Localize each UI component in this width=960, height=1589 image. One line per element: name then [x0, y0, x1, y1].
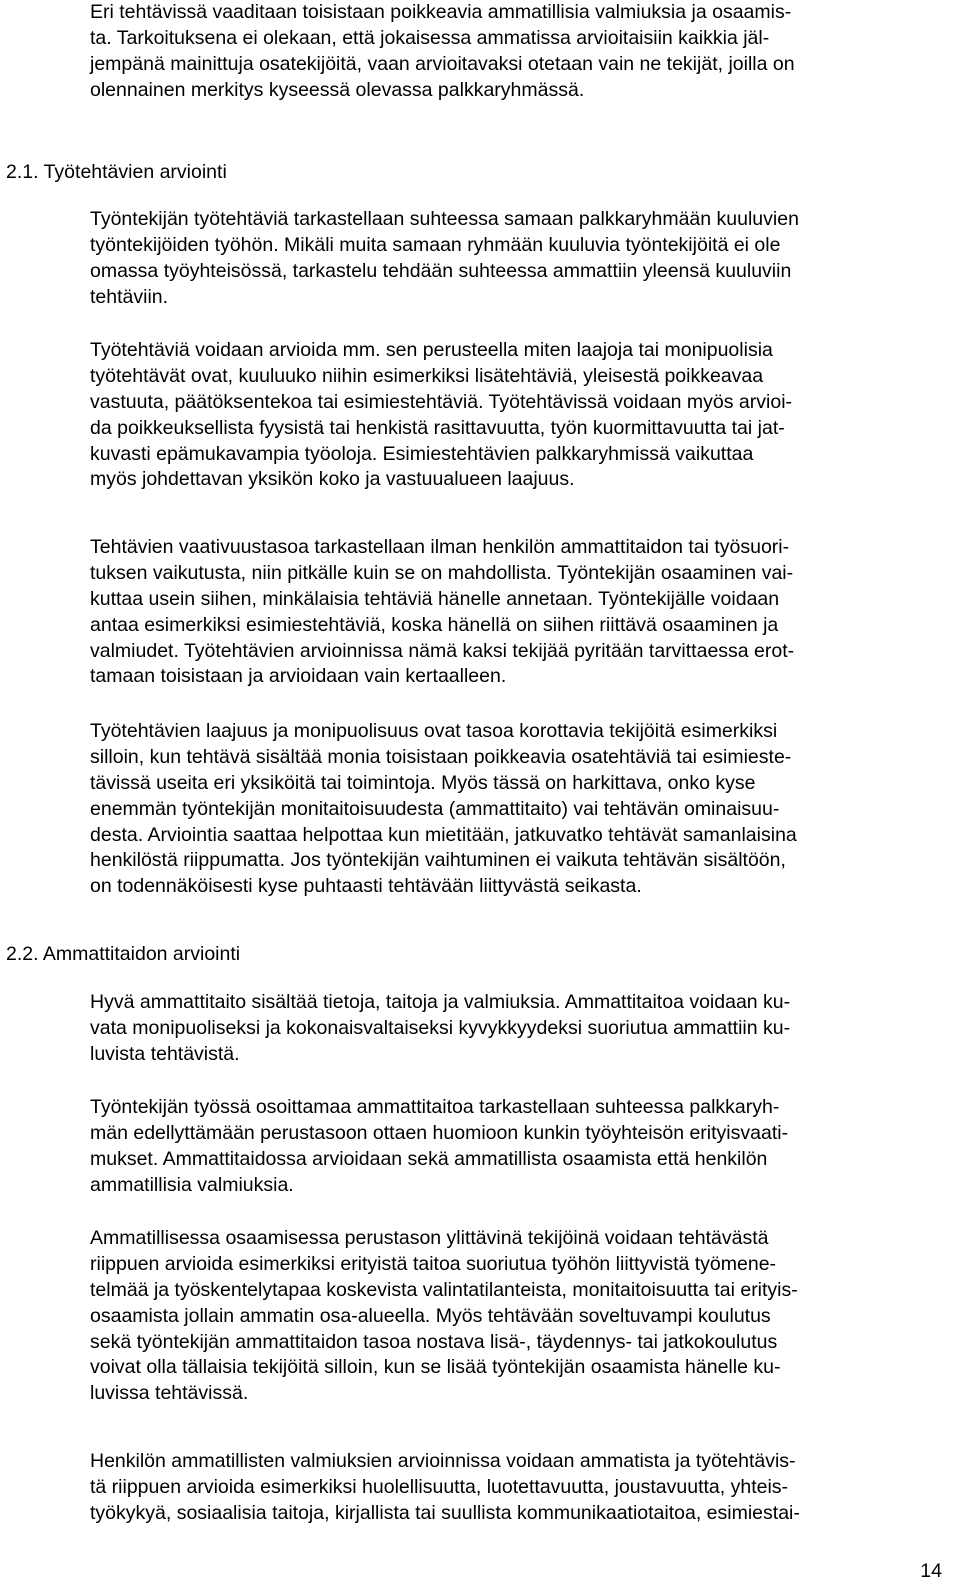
- paragraph-intro: [90, 0, 940, 104]
- text-line: ammatillisia valmiuksia.: [90, 1173, 294, 1196]
- text-line: työkykyä, sosiaalisia taitoja, kirjallista tai suullista kommunikaatiotaitoa, esimiestai-: [90, 1501, 800, 1524]
- paragraph-2-1-4: [90, 719, 940, 900]
- section-heading-2-2: 2.2. Ammattitaidon arviointi: [6, 943, 241, 965]
- text-line: Työntekijän työssä osoittamaa ammattitaitoa tarkastellaan suhteessa palkkaryh-: [90, 1096, 780, 1118]
- section-heading-2-1: 2.1. Työtehtävien arviointi: [6, 161, 227, 183]
- paragraph-2-2-1: [90, 990, 940, 1068]
- text-line: luvissa tehtävissä.: [90, 1382, 249, 1405]
- paragraph-2-2-3: [90, 1226, 940, 1407]
- text-line: valmiudet. Työtehtävien arvioinnissa nämä kaksi tekijää pyritään tarvittaessa erot-: [90, 639, 795, 662]
- text-line: tuksen vaikutusta, niin pitkälle kuin se on mahdollista. Työntekijän osaaminen vai-: [90, 561, 794, 584]
- text-line: olennainen merkitys kyseessä olevassa palkkaryhmässä.: [90, 78, 585, 101]
- text-line: Henkilön ammatillisten valmiuksien arvioinnissa voidaan ammatista ja työtehtävis-: [90, 1450, 796, 1472]
- text-line: kuttaa usein siihen, minkälaisia tehtäviä hänelle annetaan. Työntekijälle voidaan: [90, 587, 780, 610]
- text-line: kuvasti epämukavampia työoloja. Esimiestehtävien palkkaryhmissä vaikuttaa: [90, 442, 754, 465]
- text-line: vata monipuoliseksi ja kokonaisvaltaiseksi kyvykkyydeksi suoriutua ammattiin ku-: [90, 1016, 791, 1039]
- text-line: silloin, kun tehtävä sisältää monia toisistaan poikkeavia osatehtäviä tai esimieste-: [90, 745, 792, 768]
- page-number: 14: [920, 1560, 942, 1582]
- text-line: Hyvä ammattitaito sisältää tietoja, taitoja ja valmiuksia. Ammattitaitoa voidaan ku-: [90, 991, 791, 1013]
- text-line: Tehtävien vaativuustasoa tarkastellaan ilman henkilön ammattitaidon tai työsuori-: [90, 536, 790, 558]
- text-line: työtehtävät ovat, kuuluuko niihin esimerkiksi lisätehtäviä, yleisestä poikkeavaa: [90, 364, 764, 387]
- text-line: omassa työyhteisössä, tarkastelu tehdään suhteessa ammattiin yleensä kuuluviin: [90, 259, 792, 282]
- text-line: henkilöstä riippumatta. Jos työntekijän vaihtuminen ei vaikuta tehtävän sisältöön,: [90, 849, 786, 872]
- text-line: telmää ja työskentelytapaa koskevista valintatilanteista, monitaitoisuutta tai erityis-: [90, 1278, 798, 1301]
- paragraph-2-1-1: [90, 207, 940, 311]
- text-line: on todennäköisesti kyse puhtaasti tehtävään liittyvästä seikasta.: [90, 875, 642, 898]
- text-line: ta. Tarkoituksena ei olekaan, että jokaisessa ammatissa arvioitaisiin kaikkia jäl-: [90, 26, 770, 49]
- text-line: män edellyttämään perustasoon ottaen huomioon kunkin työyhteisön erityisvaati-: [90, 1121, 789, 1144]
- text-line: tävissä useita eri yksiköitä tai toimintoja. Myös tässä on harkittava, onko kyse: [90, 771, 756, 794]
- text-line: voivat olla tällaisia tekijöitä silloin, kun se lisää työntekijän osaamista hänelle ku-: [90, 1356, 781, 1379]
- text-line: antaa esimerkiksi esimiestehtäviä, koska hänellä on siihen riittävä osaaminen ja: [90, 613, 779, 636]
- text-line: riippuen arvioida esimerkiksi erityistä taitoa suoriutua työhön liittyvistä työmene-: [90, 1252, 777, 1275]
- paragraph-2-1-3: [90, 535, 940, 690]
- text-line: Työtehtäviä voidaan arvioida mm. sen perusteella miten laajoja tai monipuolisia: [90, 339, 773, 361]
- text-line: tä riippuen arvioida esimerkiksi huolellisuutta, luotettavuutta, joustavuutta, yhteis-: [90, 1475, 789, 1498]
- text-line: työntekijöiden työhön. Mikäli muita samaan ryhmään kuuluvia työntekijöitä ei ole: [90, 233, 781, 256]
- text-line: sekä työntekijän ammattitaidon tasoa nostava lisä-, täydennys- tai jatkokoulutus: [90, 1330, 778, 1353]
- text-line: myös johdettavan yksikön koko ja vastuualueen laajuus.: [90, 468, 575, 491]
- text-line: Ammatillisessa osaamisessa perustason ylittävinä tekijöinä voidaan tehtävästä: [90, 1227, 769, 1249]
- text-line: Työntekijän työtehtäviä tarkastellaan suhteessa samaan palkkaryhmään kuuluvien: [90, 208, 799, 230]
- text-line: desta. Arviointia saattaa helpottaa kun mietitään, jatkuvatko tehtävät samanlaisina: [90, 823, 797, 846]
- paragraph-2-2-2: [90, 1095, 940, 1199]
- text-line: jempänä mainittuja osatekijöitä, vaan arvioitavaksi otetaan vain ne tekijät, joilla on: [90, 52, 795, 75]
- text-line: Työtehtävien laajuus ja monipuolisuus ovat tasoa korottavia tekijöitä esimerkiksi: [90, 720, 778, 742]
- paragraph-2-2-4: [90, 1449, 940, 1527]
- paragraph-2-1-2: [90, 338, 940, 493]
- text-line: tehtäviin.: [90, 285, 169, 308]
- text-line: Eri tehtävissä vaaditaan toisistaan poikkeavia ammatillisia valmiuksia ja osaamis-: [90, 1, 792, 23]
- text-line: osaamista jollain ammatin osa-alueella. Myös tehtävään soveltuvampi koulutus: [90, 1304, 771, 1327]
- text-line: da poikkeuksellista fyysistä tai henkistä rasittavuutta, työn kuormittavuutta tai jat-: [90, 416, 785, 439]
- text-line: vastuuta, päätöksentekoa tai esimiestehtäviä. Työtehtävissä voidaan myös arvioi-: [90, 390, 793, 413]
- text-line: mukset. Ammattitaidossa arvioidaan sekä ammatillista osaamista että henkilön: [90, 1147, 768, 1170]
- text-line: luvista tehtävistä.: [90, 1042, 240, 1065]
- text-line: tamaan toisistaan ja arvioidaan vain kertaalleen.: [90, 665, 507, 688]
- text-line: enemmän työntekijän monitaitoisuudesta (ammattitaito) vai tehtävän ominaisuu-: [90, 797, 780, 820]
